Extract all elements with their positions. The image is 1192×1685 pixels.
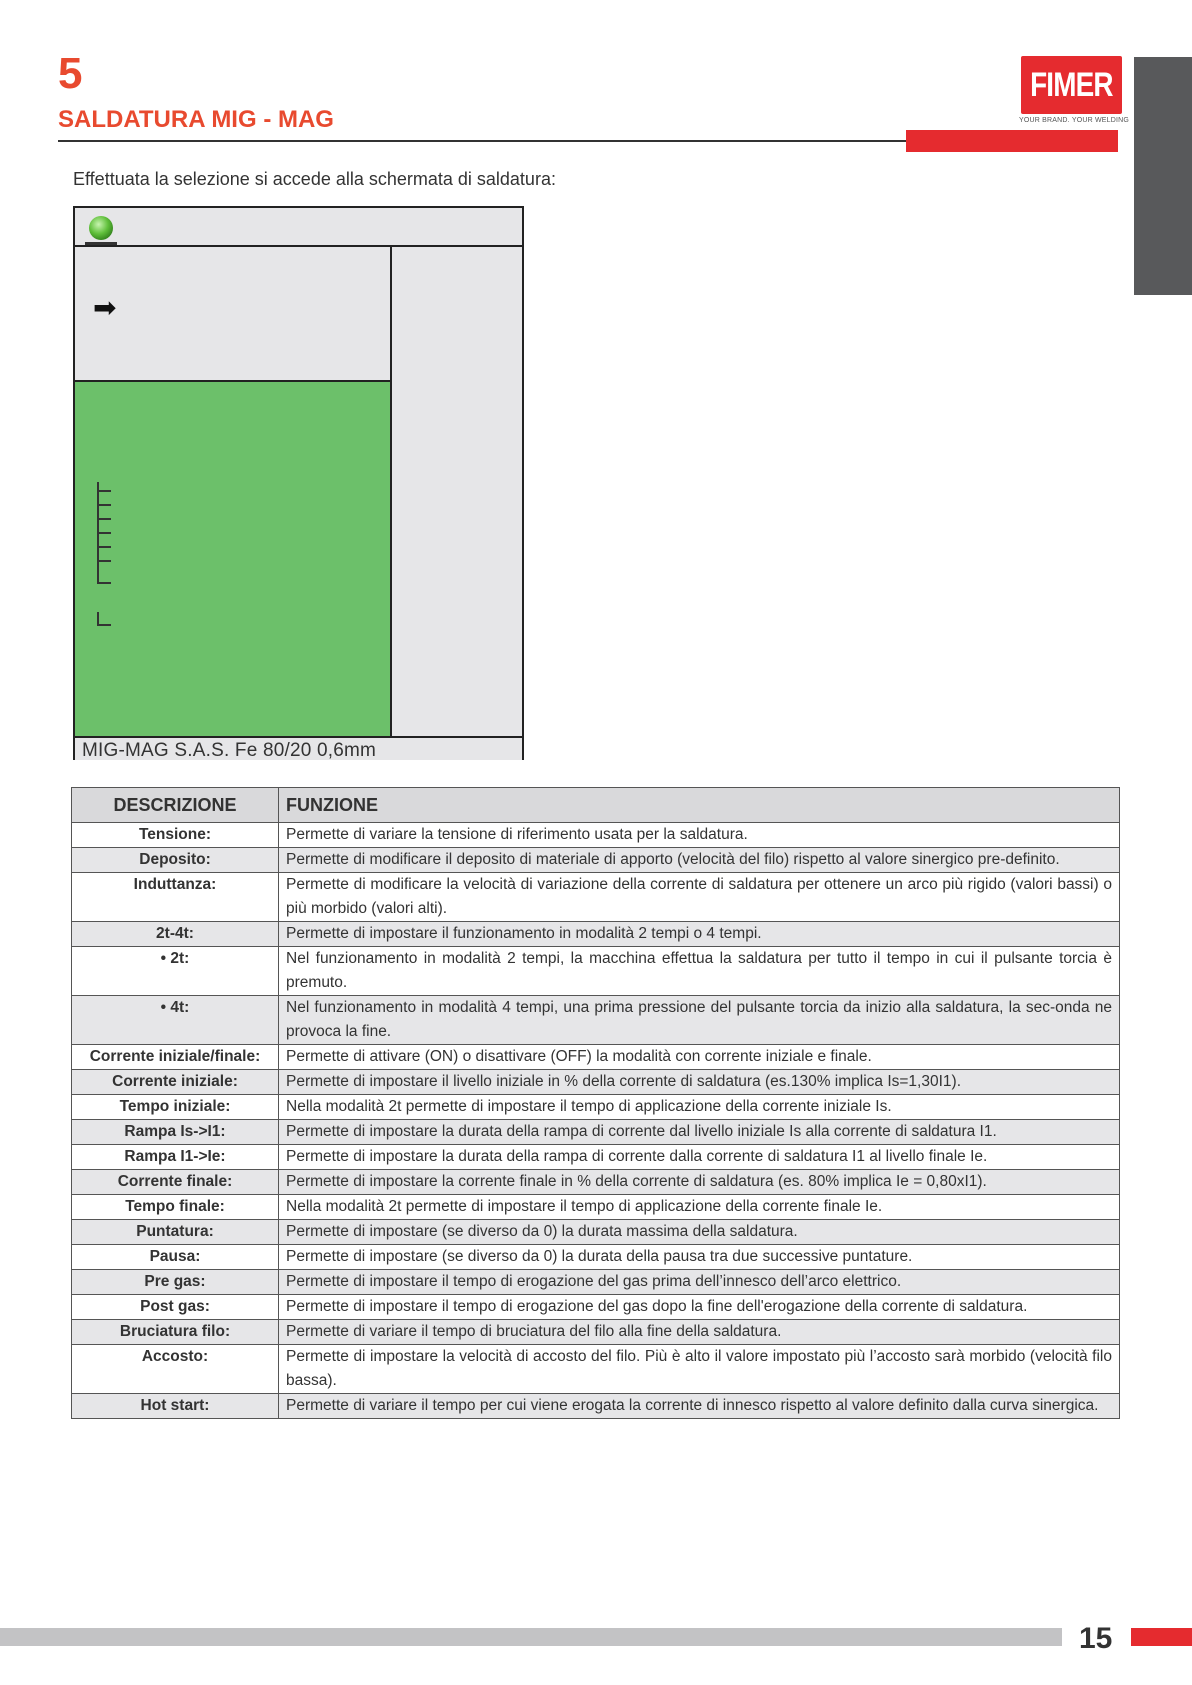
- row-function: Permette di impostare il tempo di erogazione del gas prima dell’innesco dell’arco elettrico.: [279, 1270, 1120, 1295]
- footer-bar: [0, 1628, 1062, 1646]
- screen-green-panel: [75, 382, 390, 736]
- screen-divider: [390, 247, 392, 736]
- header-function: FUNZIONE: [279, 788, 1120, 823]
- row-description: 2t-4t:: [72, 922, 279, 947]
- table-row: [72, 947, 1120, 996]
- row-description: Rampa I1->Ie:: [72, 1145, 279, 1170]
- row-function: Nel funzionamento in modalità 4 tempi, una prima pressione del pulsante torcia da inizio alla saldatura, la sec-onda ne provoca la fine.: [279, 996, 1120, 1045]
- row-function: Permette di variare la tensione di riferimento usata per la saldatura.: [279, 823, 1120, 848]
- table-row: [72, 823, 1120, 848]
- table-row: [72, 1195, 1120, 1220]
- row-description: • 2t:: [72, 947, 279, 996]
- row-function: Permette di impostare il livello iniziale in % della corrente di saldatura (es.130% implica Is=1,30I1).: [279, 1070, 1120, 1095]
- row-description: Puntatura:: [72, 1220, 279, 1245]
- row-description: Induttanza:: [72, 873, 279, 922]
- row-description: Accosto:: [72, 1345, 279, 1394]
- row-function: Permette di modificare il deposito di materiale di apporto (velocità del filo) rispetto al valore sinergico pre-definito.: [279, 848, 1120, 873]
- table-row: [72, 922, 1120, 947]
- row-function: Permette di modificare la velocità di variazione della corrente di saldatura per ottenere un arco più rigido (valori bassi) o più morbido (valori alti).: [279, 873, 1120, 922]
- row-description: Corrente iniziale:: [72, 1070, 279, 1095]
- table-row: [72, 1270, 1120, 1295]
- table-row: [72, 1394, 1120, 1419]
- logo-tagline: YOUR BRAND. YOUR WELDING: [1019, 117, 1130, 124]
- row-function: Permette di impostare la durata della rampa di corrente dalla corrente di saldatura I1 al livello finale Ie.: [279, 1145, 1120, 1170]
- header-divider: [58, 140, 909, 142]
- table-row: [72, 1320, 1120, 1345]
- footer-accent-bar: [1131, 1628, 1192, 1646]
- logo-wordmark: FIMER: [1030, 66, 1113, 104]
- table-row: [72, 996, 1120, 1045]
- scale-ticks-icon: [97, 482, 113, 584]
- row-description: Hot start:: [72, 1394, 279, 1419]
- row-function: Permette di impostare il funzionamento in modalità 2 tempi o 4 tempi.: [279, 922, 1120, 947]
- row-function: Permette di variare il tempo per cui viene erogata la corrente di innesco rispetto al valore definito dalla curva sinergica.: [279, 1394, 1120, 1419]
- table-row: [72, 1345, 1120, 1394]
- table-row: [72, 873, 1120, 922]
- screen-status-bar: [75, 736, 522, 760]
- process-label: MIG-MAG S.A.S. Fe 80/20 0,6mm: [82, 740, 377, 761]
- row-function: Permette di impostare il tempo di erogazione del gas dopo la fine dell'erogazione della corrente di saldatura.: [279, 1295, 1120, 1320]
- row-function: Permette di impostare (se diverso da 0) la durata della pausa tra due successive puntature.: [279, 1245, 1120, 1270]
- table-row: [72, 1070, 1120, 1095]
- brand-logo: [1021, 56, 1122, 114]
- status-led-icon: [89, 216, 113, 240]
- row-function: Permette di impostare la durata della rampa di corrente dal livello iniziale Is alla corrente di saldatura I1.: [279, 1120, 1120, 1145]
- table-row: [72, 1295, 1120, 1320]
- chapter-number: 5: [58, 49, 83, 98]
- header-accent-bar: [906, 130, 1118, 152]
- row-description: Deposito:: [72, 848, 279, 873]
- table-row: [72, 1095, 1120, 1120]
- row-function: Permette di impostare la corrente finale in % della corrente di saldatura (es. 80% implica Ie = 0,80xI1).: [279, 1170, 1120, 1195]
- row-function: Permette di attivare (ON) o disattivare (OFF) la modalità con corrente iniziale e finale.: [279, 1045, 1120, 1070]
- welding-screen: [73, 206, 524, 760]
- table-row: [72, 1220, 1120, 1245]
- header-description: DESCRIZIONE: [72, 788, 279, 823]
- row-function: Nella modalità 2t permette di impostare il tempo di applicazione della corrente finale Ie.: [279, 1195, 1120, 1220]
- row-description: Post gas:: [72, 1295, 279, 1320]
- row-description: Tensione:: [72, 823, 279, 848]
- row-function: Permette di impostare la velocità di accosto del filo. Più è alto il valore impostato più l’accosto sarà morbido (velocità filo bassa).: [279, 1345, 1120, 1394]
- row-function: Permette di impostare (se diverso da 0) la durata massima della saldatura.: [279, 1220, 1120, 1245]
- table-row: [72, 1045, 1120, 1070]
- row-function: Nella modalità 2t permette di impostare il tempo di applicazione della corrente iniziale Is.: [279, 1095, 1120, 1120]
- table-row: [72, 1245, 1120, 1270]
- table-row: [72, 848, 1120, 873]
- row-description: Tempo finale:: [72, 1195, 279, 1220]
- chapter-title: SALDATURA MIG - MAG: [58, 106, 334, 133]
- row-description: Tempo iniziale:: [72, 1095, 279, 1120]
- page-number: 15: [1079, 1622, 1113, 1655]
- screen-upper-panel: [75, 247, 390, 382]
- row-description: Pre gas:: [72, 1270, 279, 1295]
- row-description: Pausa:: [72, 1245, 279, 1270]
- arrow-right-icon: ➡: [93, 292, 117, 323]
- screen-top-bar: [75, 208, 522, 247]
- function-table: [71, 787, 1120, 1419]
- row-description: Corrente finale:: [72, 1170, 279, 1195]
- row-description: Bruciatura filo:: [72, 1320, 279, 1345]
- row-function: Permette di variare il tempo di bruciatura del filo alla fine della saldatura.: [279, 1320, 1120, 1345]
- scale-corner-icon: [97, 612, 111, 626]
- row-description: Corrente iniziale/finale:: [72, 1045, 279, 1070]
- intro-text: Effettuata la selezione si accede alla schermata di saldatura:: [73, 169, 556, 189]
- led-underline: [85, 242, 117, 245]
- row-function: Nel funzionamento in modalità 2 tempi, la macchina effettua la saldatura per tutto il tempo in cui il pulsante torcia è premuto.: [279, 947, 1120, 996]
- row-description: Rampa Is->I1:: [72, 1120, 279, 1145]
- table-row: [72, 1170, 1120, 1195]
- table-header-row: [72, 788, 1120, 823]
- section-side-tab: [1134, 57, 1192, 295]
- row-description: • 4t:: [72, 996, 279, 1045]
- table-row: [72, 1145, 1120, 1170]
- table-row: [72, 1120, 1120, 1145]
